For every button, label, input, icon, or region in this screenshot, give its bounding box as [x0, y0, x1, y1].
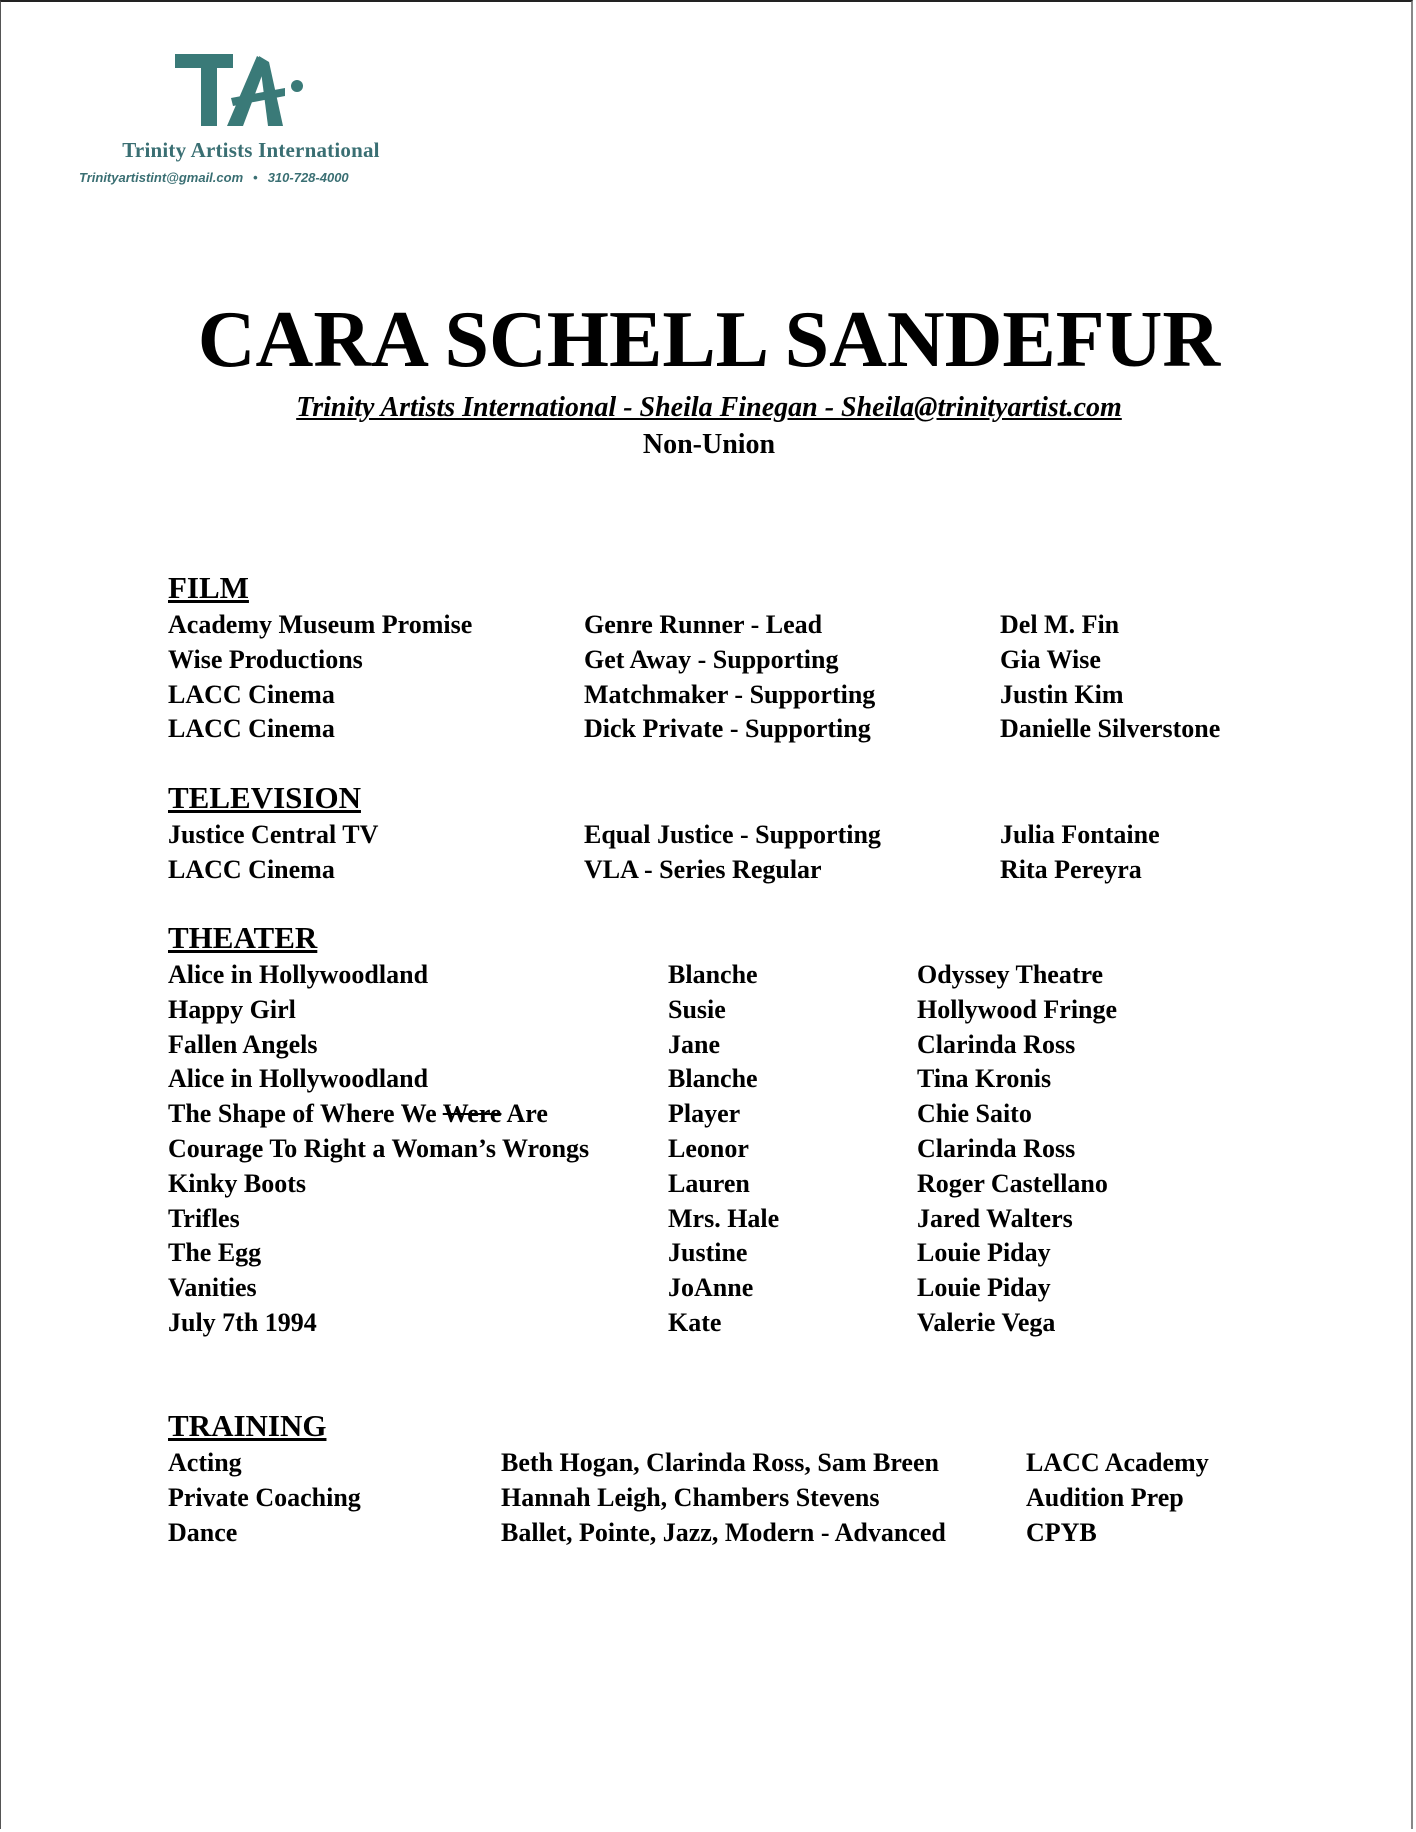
theater-venue: Louie Piday: [917, 1273, 1051, 1303]
theater-role: Blanche: [668, 960, 758, 989]
film-role: Dick Private - Supporting: [584, 714, 871, 744]
theater-row: [168, 993, 1318, 1028]
theater-role: Lauren: [668, 1168, 750, 1198]
theater-show: Happy Girl: [168, 994, 296, 1024]
theater-show: The Egg: [168, 1238, 262, 1268]
film-project: LACC Cinema: [168, 714, 335, 744]
film-project: Wise Productions: [168, 644, 363, 674]
television-role: VLA - Series Regular: [584, 854, 822, 884]
film-project: Academy Museum Promise: [168, 610, 473, 639]
agency-contact-line: Trinity Artists International - Sheila Finegan - Sheila@trinityartist.com: [296, 392, 1122, 423]
training-teachers: Ballet, Pointe, Jazz, Modern - Advanced: [501, 1517, 946, 1547]
theater-section: [168, 920, 1318, 1341]
television-project: LACC Cinema: [168, 854, 335, 884]
theater-row: [168, 1306, 1318, 1341]
film-role: Genre Runner - Lead: [584, 610, 823, 639]
theater-role: Susie: [668, 994, 726, 1024]
film-director: Gia Wise: [1000, 644, 1101, 674]
television-role: Equal Justice - Supporting: [584, 820, 881, 849]
film-row: [168, 678, 1318, 713]
theater-venue: Clarinda Ross: [917, 1133, 1076, 1163]
television-row: [168, 853, 1318, 888]
film-director: Justin Kim: [1000, 679, 1124, 709]
section-title-television: TELEVISION: [168, 780, 361, 815]
training-subject: Private Coaching: [168, 1482, 361, 1512]
theater-show: Courage To Right a Woman’s Wrongs: [168, 1133, 590, 1163]
actor-name: CARA SCHELL SANDEFUR: [197, 296, 1221, 384]
logo-phone: 310-728-4000: [267, 170, 349, 185]
theater-row: [168, 1097, 1318, 1132]
theater-venue: Odyssey Theatre: [917, 960, 1104, 989]
theater-row: [168, 958, 1318, 993]
theater-role: Justine: [668, 1238, 748, 1268]
television-section: [168, 780, 1318, 888]
section-title-theater: THEATER: [168, 920, 318, 955]
television-director: Rita Pereyra: [1000, 854, 1142, 884]
theater-venue: Chie Saito: [917, 1099, 1032, 1129]
theater-role: Player: [668, 1099, 741, 1129]
ta-logo-mark: [175, 52, 305, 128]
logo-email: Trinityartistint@gmail.com: [79, 170, 244, 185]
training-teachers: Beth Hogan, Clarinda Ross, Sam Breen: [501, 1448, 939, 1477]
theater-row: [168, 1132, 1318, 1167]
theater-venue: Louie Piday: [917, 1238, 1051, 1268]
film-row: [168, 712, 1318, 747]
theater-show: Alice in Hollywoodland: [168, 960, 429, 989]
training-school: LACC Academy: [1026, 1448, 1209, 1477]
section-title-film: FILM: [168, 570, 249, 605]
theater-show: Fallen Angels: [168, 1029, 318, 1059]
logo-separator: •: [253, 170, 258, 185]
television-row: [168, 818, 1318, 853]
union-status: Non-Union: [642, 429, 776, 460]
section-title-training: TRAINING: [168, 1408, 327, 1443]
training-row: [168, 1481, 1318, 1516]
film-section: [168, 570, 1318, 747]
theater-row: [168, 1167, 1318, 1202]
theater-show-strikethrough: Were: [442, 1099, 502, 1129]
training-row: [168, 1516, 1318, 1551]
training-subject: Dance: [168, 1517, 238, 1547]
theater-show: Kinky Boots: [168, 1168, 306, 1198]
training-section: [168, 1408, 1318, 1550]
television-project: Justice Central TV: [168, 820, 379, 849]
film-role: Matchmaker - Supporting: [584, 679, 876, 709]
theater-role: Jane: [668, 1029, 720, 1059]
theater-venue: Roger Castellano: [917, 1168, 1108, 1198]
film-row: [168, 608, 1318, 643]
theater-role: Leonor: [668, 1133, 749, 1163]
film-project: LACC Cinema: [168, 679, 335, 709]
theater-show: July 7th 1994: [168, 1307, 317, 1337]
theater-show: Alice in Hollywoodland: [168, 1064, 429, 1094]
training-subject: Acting: [168, 1448, 242, 1477]
theater-venue: Clarinda Ross: [917, 1029, 1076, 1059]
logo-brand-name: Trinity Artists International: [122, 138, 380, 162]
film-row: [168, 643, 1318, 678]
film-role: Get Away - Supporting: [584, 644, 839, 674]
theater-show: Trifles: [168, 1203, 240, 1233]
theater-role: Mrs. Hale: [668, 1203, 780, 1233]
theater-row: [168, 1271, 1318, 1306]
theater-row: [168, 1202, 1318, 1237]
theater-show-part-b: Are: [501, 1099, 548, 1129]
theater-row: [168, 1028, 1318, 1063]
television-director: Julia Fontaine: [1000, 820, 1160, 849]
film-director: Del M. Fin: [1000, 610, 1120, 639]
theater-show: Vanities: [168, 1273, 257, 1303]
theater-row: [168, 1236, 1318, 1271]
theater-role: Kate: [668, 1307, 722, 1337]
theater-show-part-a: The Shape of Where We: [168, 1099, 443, 1129]
theater-venue: Hollywood Fringe: [917, 994, 1118, 1024]
theater-venue: Jared Walters: [917, 1203, 1073, 1233]
theater-venue: Tina Kronis: [917, 1064, 1052, 1094]
logo-contact-line: [79, 170, 439, 185]
theater-role: JoAnne: [668, 1273, 754, 1303]
training-school: CPYB: [1026, 1517, 1097, 1547]
theater-show: [168, 1097, 548, 1132]
training-teachers: Hannah Leigh, Chambers Stevens: [501, 1482, 880, 1512]
training-school: Audition Prep: [1026, 1482, 1184, 1512]
theater-role: Blanche: [668, 1064, 758, 1094]
agency-logo: [71, 52, 431, 192]
theater-row: [168, 1062, 1318, 1097]
film-director: Danielle Silverstone: [1000, 714, 1221, 744]
training-row: [168, 1446, 1318, 1481]
theater-venue: Valerie Vega: [917, 1307, 1056, 1337]
